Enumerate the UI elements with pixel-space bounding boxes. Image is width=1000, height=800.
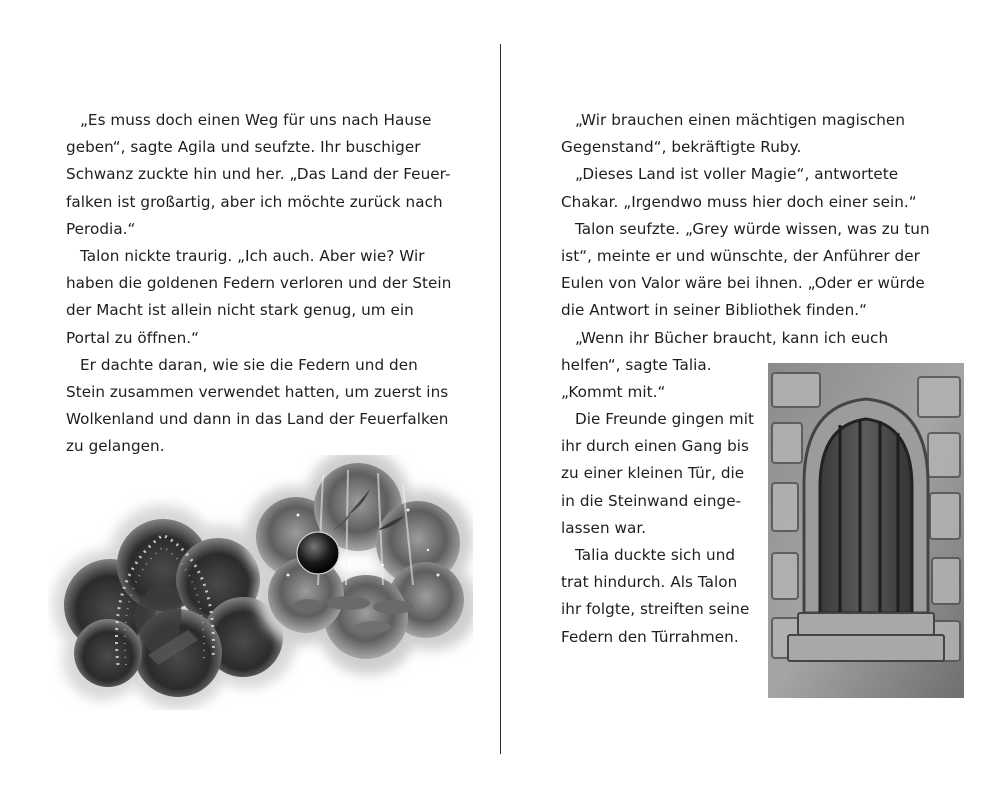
text-line: Portal zu öffnen.“ [66, 328, 200, 347]
text-line: „Dieses Land ist voller Magie“, antwortete [575, 165, 899, 184]
portal-memory-illustration [48, 455, 473, 710]
text-line: falken ist großartig, aber ich möchte zurück nach [66, 192, 443, 211]
text-line: haben die goldenen Federn verloren und der Stein [66, 274, 452, 293]
page-gutter [500, 44, 501, 754]
text-line: in die Steinwand einge- [561, 491, 742, 510]
text-line: Talia duckte sich und [575, 546, 736, 564]
text-line: „Wir brauchen einen mächtigen magischen [575, 111, 905, 129]
text-line: „Kommt mit.“ [561, 382, 666, 401]
text-line: Talon nickte traurig. „Ich auch. Aber wie? Wir [80, 246, 425, 265]
text-line: zu gelangen. [66, 437, 165, 456]
text-line: Perodia.“ [66, 219, 136, 238]
text-line: Talon seufzte. „Grey würde wissen, was zu tun [575, 219, 930, 238]
left-page-text [66, 107, 451, 460]
text-line: Chakar. „Irgendwo muss hier doch einer sein.“ [561, 192, 917, 211]
text-line: Schwanz zuckte hin und her. „Das Land der Feuer- [66, 165, 451, 184]
text-line: Eulen von Valor wäre bei ihnen. „Oder er würde [561, 274, 925, 293]
text-line: ist“, meinte er und wünschte, der Anführer der [561, 246, 920, 265]
text-line: ihr folgte, streiften seine [561, 600, 750, 619]
stone-wall-door-illustration [768, 363, 964, 698]
text-line: Wolkenland und dann in das Land der Feuerfalken [66, 410, 449, 429]
text-line: ihr durch einen Gang bis [561, 437, 750, 456]
text-line: Federn den Türrahmen. [561, 627, 739, 646]
text-line: geben“, sagte Agila und seufzte. Ihr buschiger [66, 138, 421, 157]
text-line: der Macht ist allein nicht stark genug, um ein [66, 301, 414, 320]
text-line: helfen“, sagte Talia. [561, 355, 712, 374]
text-line: Stein zusammen verwendet hatten, um zuerst ins [66, 382, 449, 401]
text-line: lassen war. [561, 518, 647, 537]
text-line: zu einer kleinen Tür, die [561, 464, 745, 483]
text-line: Die Freunde gingen mit [575, 410, 755, 429]
text-line: die Antwort in seiner Bibliothek finden.“ [561, 301, 868, 320]
text-line: „Es muss doch einen Weg für uns nach Hause [80, 111, 432, 129]
text-line: „Wenn ihr Bücher braucht, kann ich euch [575, 328, 889, 347]
text-line: trat hindurch. Als Talon [561, 573, 738, 592]
text-line: Gegenstand“, bekräftigte Ruby. [561, 138, 802, 157]
stone-of-power [297, 532, 339, 574]
text-line: Er dachte daran, wie sie die Federn und den [80, 355, 418, 374]
